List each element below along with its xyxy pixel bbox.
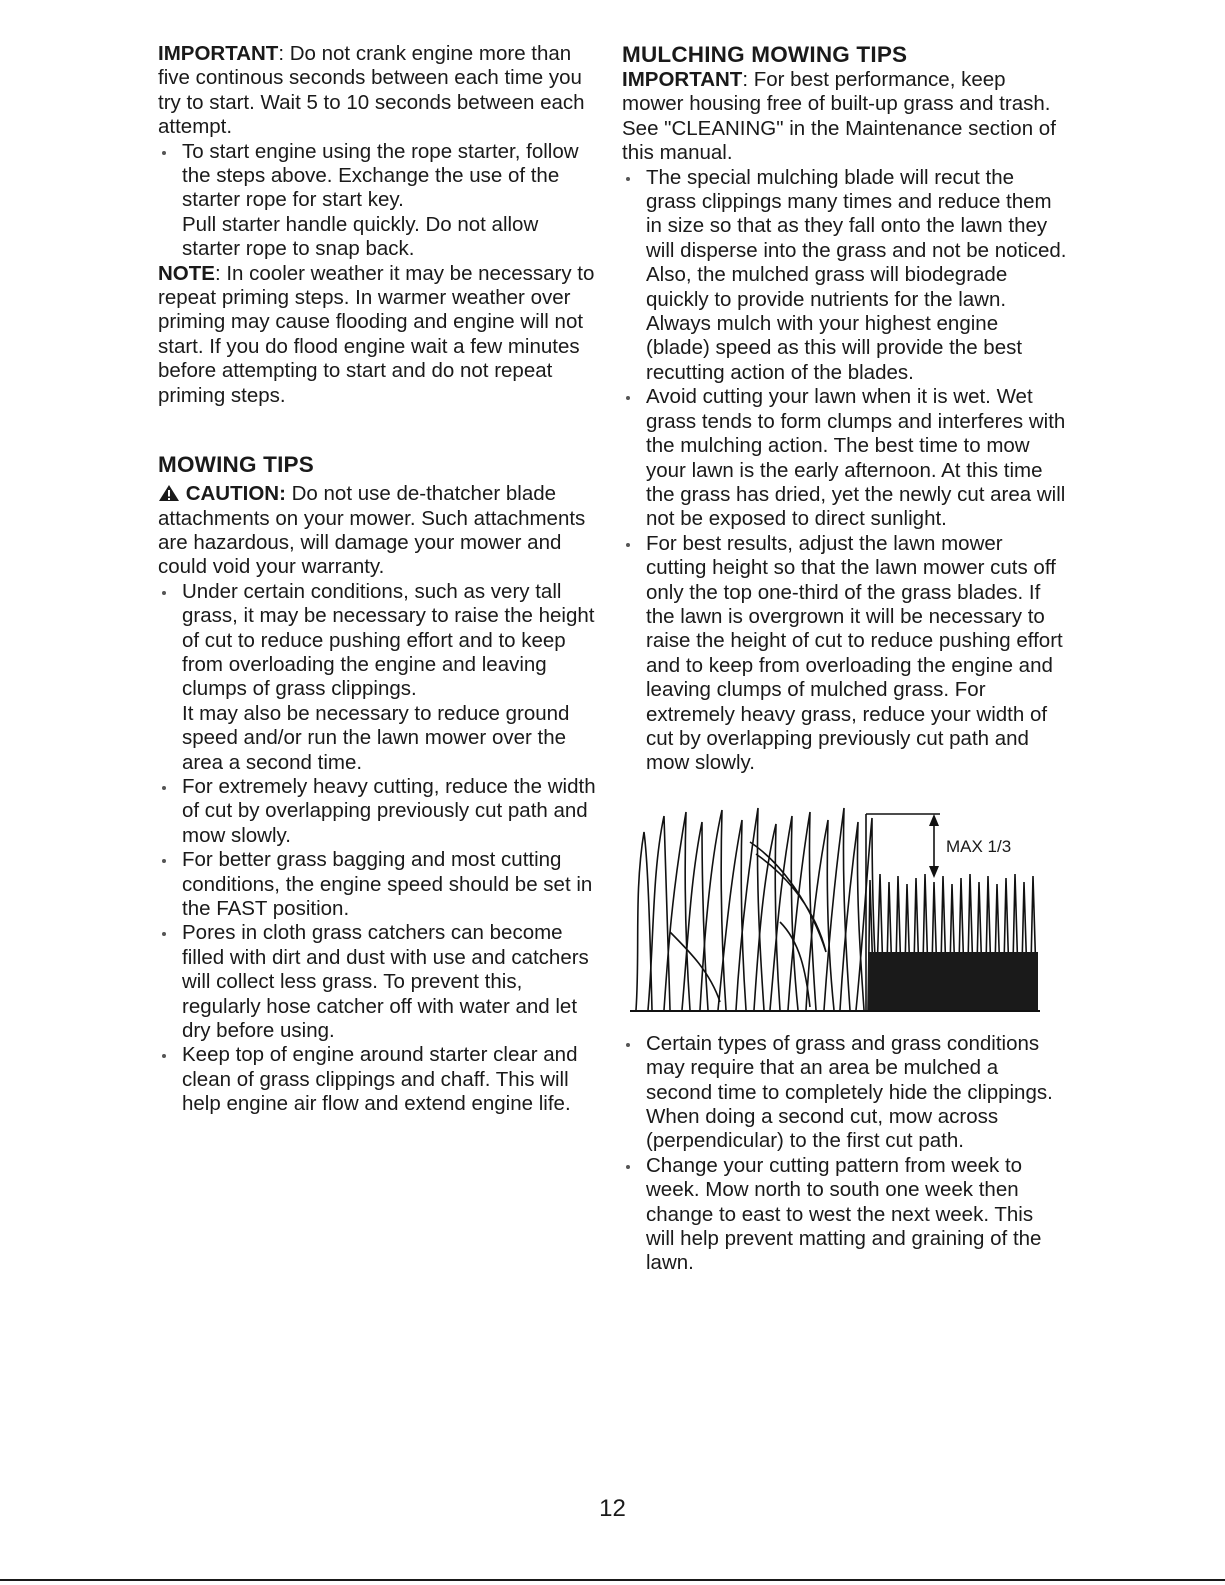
note-text: : In cooler weather it may be necessary to repeat priming steps. In warmer weather over priming may cause flooding and engine will not start. If you do flood engine wait a few minutes before attempting to start and do not repeat priming steps. bbox=[158, 261, 595, 407]
list-item bbox=[158, 1043, 598, 1116]
bullet-text: For best results, adjust the lawn mower cutting height so that the lawn mower cuts off only the top one-third of the grass blades. If the lawn is overgrown it will be necessary to raise the height of cut to reduce pushing effort and to keep from overloading the engine and leaving clumps of mulched grass. For extremely heavy grass, reduce your width of cut by overlapping previously cut path and mow slowly. bbox=[646, 531, 1063, 775]
important-label: IMPORTANT bbox=[158, 42, 279, 65]
bullet-text: Change your cutting pattern from week to week. Mow north to south one week then change to east to west the next week. This will help prevent matting and graining of the lawn. bbox=[646, 1153, 1042, 1275]
right-column bbox=[622, 42, 1067, 1276]
caution-text: Do not use de-thatcher blade attachments on your mower. Such attachments are hazardous, will damage your mower and could void your warranty. bbox=[158, 482, 586, 579]
rope-starter-list bbox=[158, 140, 598, 262]
bullet-text: The special mulching blade will recut the grass clippings many times and reduce them in size so that as they fall onto the lawn they will disperse into the grass and not be noticed. Also, the mulched grass will biodegrade quickly to provide nutrients for the lawn. Always mulch with your highest engine (blade) speed as this will provide the best recutting action of the blades. bbox=[646, 165, 1067, 384]
list-item bbox=[622, 166, 1067, 386]
mulching-tips-heading: MULCHING MOWING TIPS bbox=[622, 42, 908, 67]
mulching-tips-list-top bbox=[622, 166, 1067, 776]
bullet-text: Keep top of engine around starter clear and clean of grass clippings and chaff. This will help engine air flow and extend engine life. bbox=[182, 1043, 578, 1116]
page-number: 12 bbox=[599, 1495, 626, 1522]
list-item bbox=[158, 775, 598, 848]
list-item bbox=[158, 848, 598, 921]
bullet-subtext: It may also be necessary to reduce ground speed and/or run the lawn mower over the area a second time. bbox=[182, 701, 570, 774]
list-item bbox=[622, 532, 1067, 776]
mowing-tips-list bbox=[158, 580, 598, 1117]
important-paragraph bbox=[158, 42, 598, 140]
caution-paragraph bbox=[158, 482, 598, 580]
caution-label: CAUTION: bbox=[185, 482, 286, 506]
list-item bbox=[158, 921, 598, 1043]
left-column bbox=[158, 42, 598, 1117]
bullet-text: For better grass bagging and most cutting conditions, the engine speed should be set in the FAST position. bbox=[182, 848, 593, 920]
max-one-third-label: MAX 1/3 bbox=[946, 836, 1012, 856]
list-item bbox=[158, 580, 598, 775]
bullet-text: Certain types of grass and grass conditions may require that an area be mulched a second time to completely hide the clippings. When doing a second cut, mow across (perpendicular) to the first cut path. bbox=[646, 1031, 1053, 1153]
bottom-rule bbox=[0, 1579, 1225, 1581]
bullet-text: For extremely heavy cutting, reduce the width of cut by overlapping previously cut path and mow slowly. bbox=[182, 774, 596, 847]
grass-cut-height-illustration bbox=[630, 802, 1042, 1012]
bullet-text: Avoid cutting your lawn when it is wet. Wet grass tends to form clumps and interferes with the mulching action. The best time to mow your lawn is the early afternoon. At this time the grass has dried, yet the newly cut area will not be exposed to direct sunlight. bbox=[646, 385, 1066, 531]
important-text: : For best performance, keep mower housing free of built-up grass and trash. See "CLEANING" in the Maintenance section of this manual. bbox=[622, 68, 1056, 165]
mulching-important-paragraph bbox=[622, 68, 1067, 166]
bullet-text: Under certain conditions, such as very tall grass, it may be necessary to raise the height of cut to reduce pushing effort and to keep from overloading the engine and leaving clumps of grass clippings. bbox=[182, 579, 595, 701]
bullet-text: Pores in cloth grass catchers can become filled with dirt and dust with use and catchers will collect less grass. To prevent this, regularly hose catcher off with water and let dry before using. bbox=[182, 921, 589, 1043]
list-item bbox=[622, 1154, 1067, 1276]
list-item bbox=[622, 1032, 1067, 1154]
mowing-tips-heading: MOWING TIPS bbox=[158, 452, 314, 478]
bullet-subtext: Pull starter handle quickly. Do not allow starter rope to snap back. bbox=[182, 212, 539, 261]
list-item bbox=[158, 140, 598, 262]
list-item bbox=[622, 385, 1067, 531]
important-text: : Do not crank engine more than five continous seconds between each time you try to start. Wait 5 to 10 seconds between each attempt. bbox=[158, 42, 585, 139]
warning-icon bbox=[158, 484, 180, 502]
note-label: NOTE bbox=[158, 261, 215, 285]
important-label: IMPORTANT bbox=[622, 68, 743, 91]
note-paragraph bbox=[158, 262, 598, 408]
mulching-tips-list-bottom bbox=[622, 1032, 1067, 1276]
bullet-text: To start engine using the rope starter, follow the steps above. Exchange the use of the starter rope for start key. bbox=[182, 139, 579, 212]
